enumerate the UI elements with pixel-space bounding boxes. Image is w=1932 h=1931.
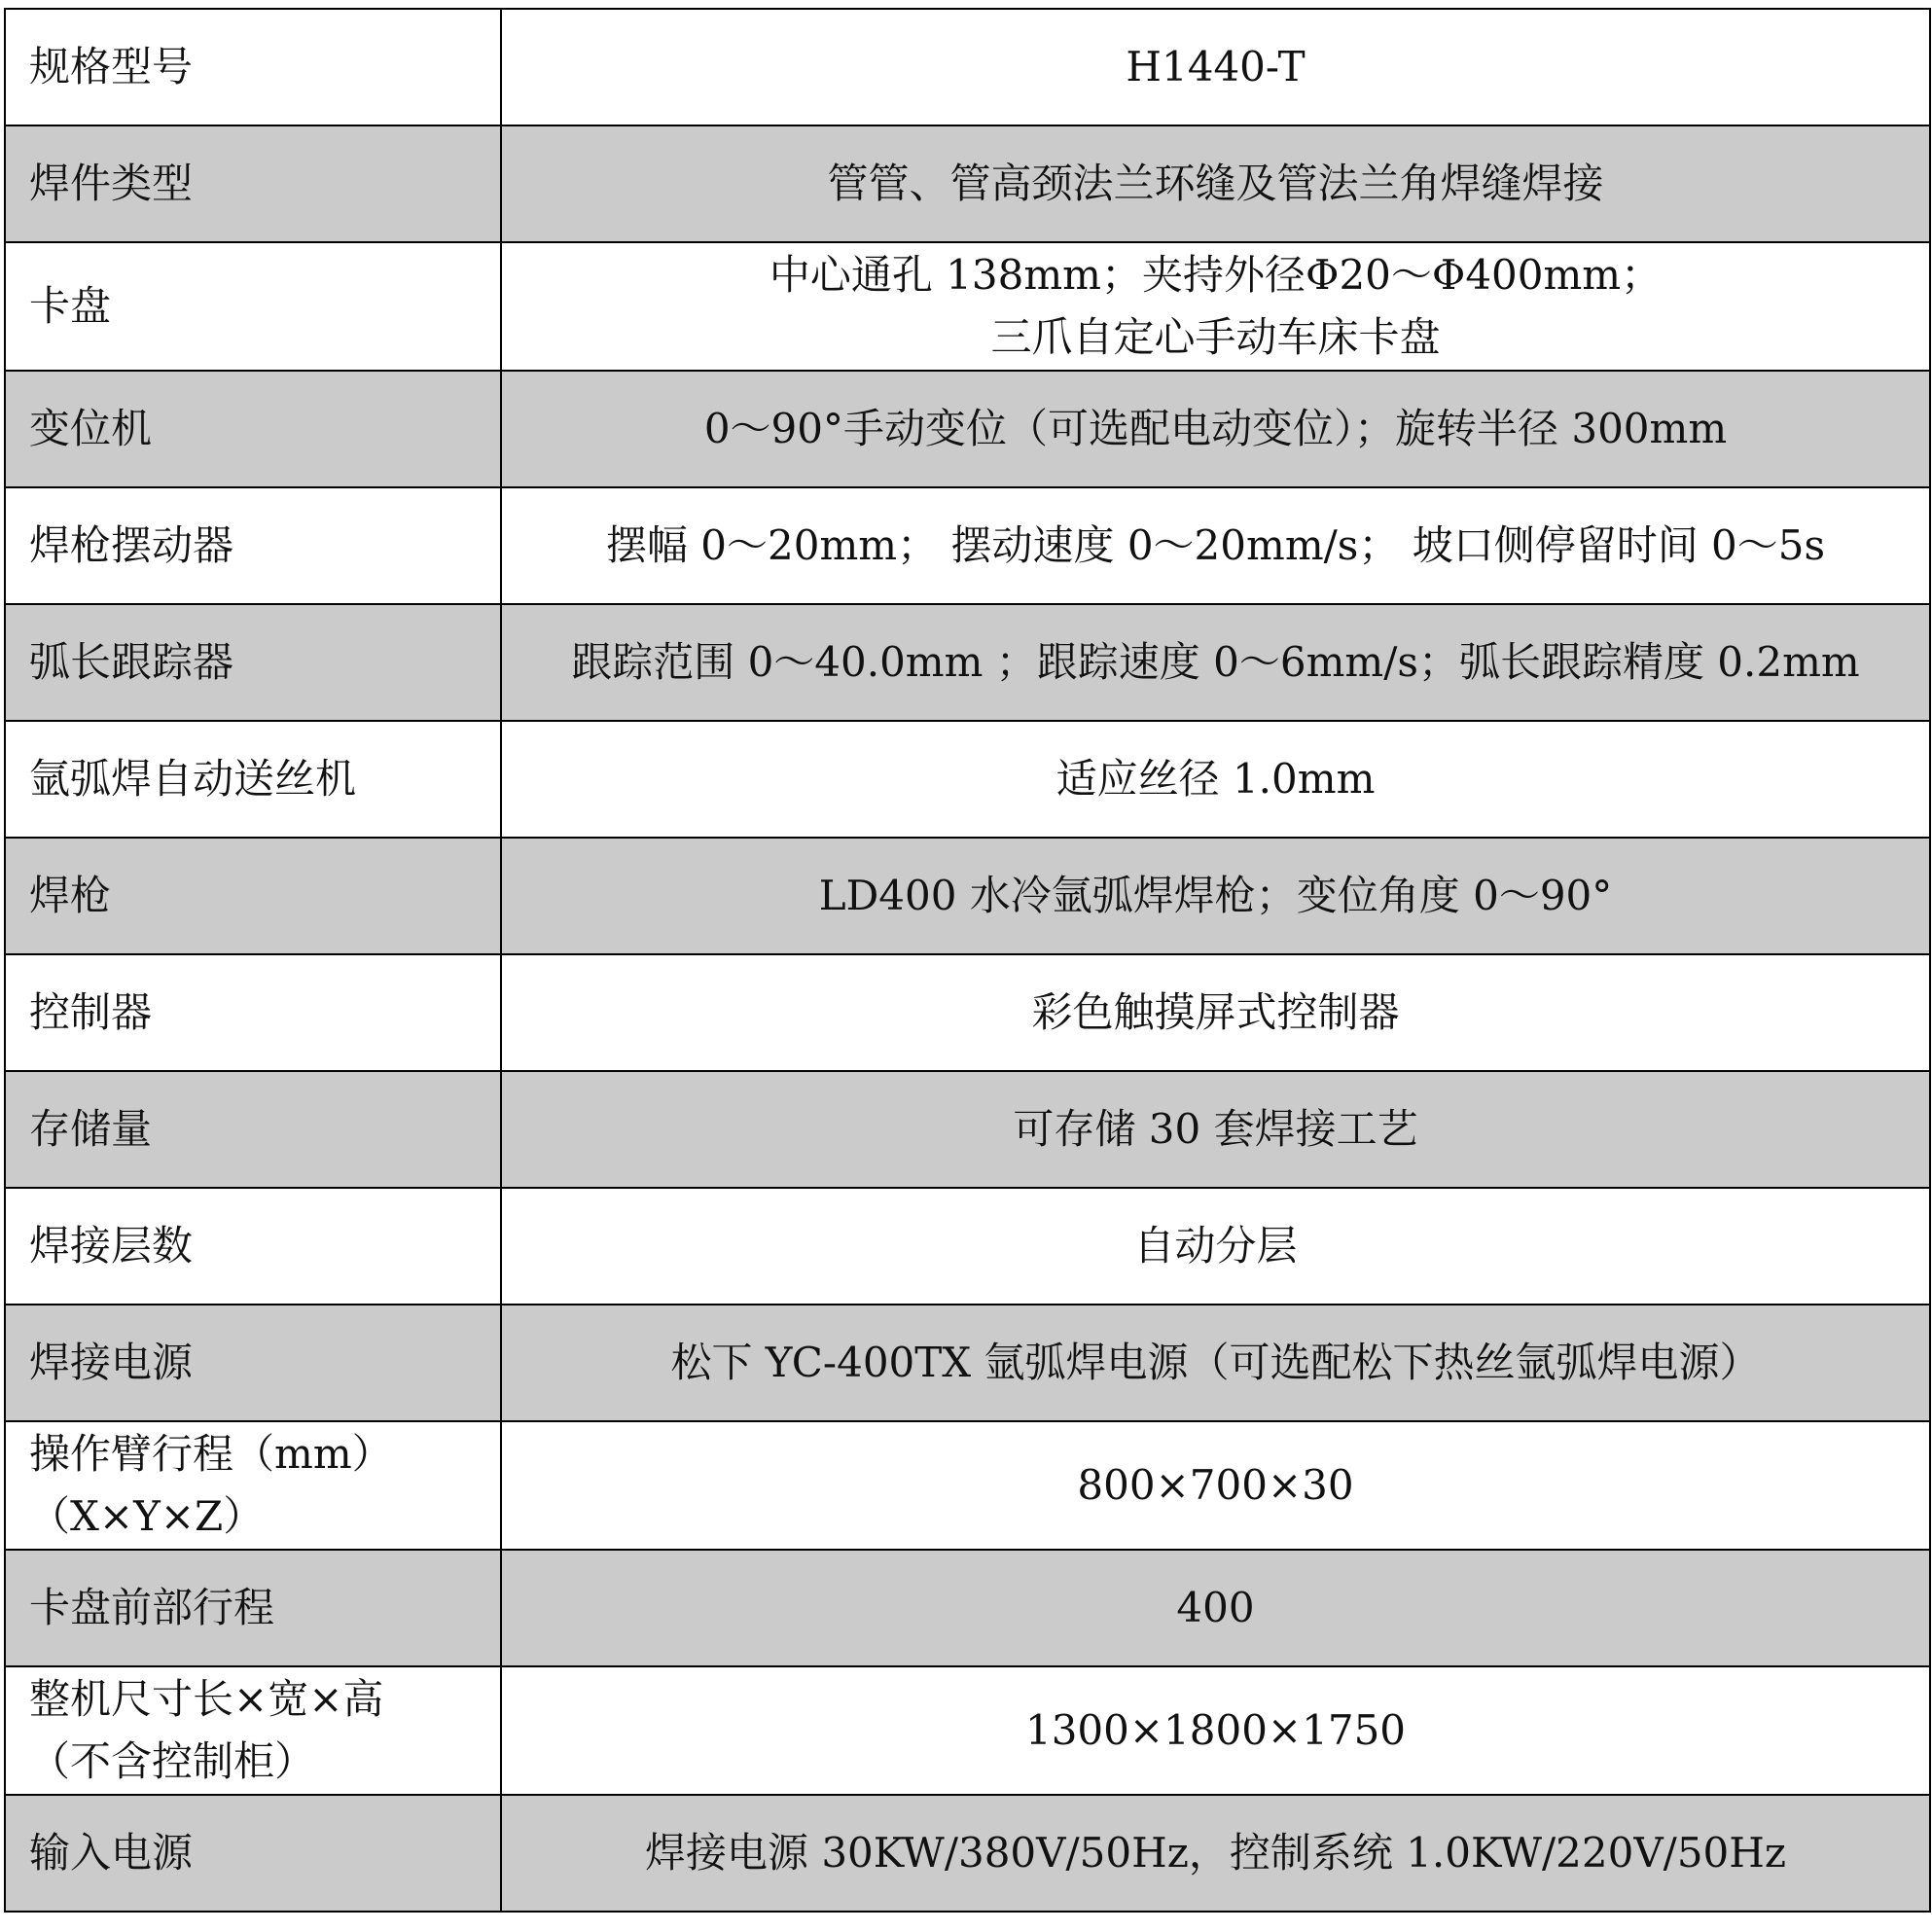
- spec-value-cell: [501, 721, 1930, 838]
- spec-label-text: 焊接层数: [29, 1222, 194, 1269]
- spec-value-text: 适应丝径 1.0mm: [1055, 755, 1376, 803]
- spec-table: [4, 8, 1931, 1913]
- spec-value-text: 彩色触摸屏式控制器: [1031, 988, 1400, 1036]
- spec-label-cell: [5, 1188, 501, 1305]
- spec-value-cell: [501, 1305, 1930, 1421]
- spec-label-text: 焊枪: [29, 872, 112, 919]
- spec-value-cell: [501, 1550, 1930, 1666]
- table-row: [5, 721, 1930, 838]
- spec-label-text: 操作臂行程（mm）: [29, 1430, 393, 1478]
- spec-table-body: [5, 9, 1930, 1912]
- spec-label-text: 卡盘: [29, 282, 112, 330]
- spec-label-cell: [5, 604, 501, 721]
- spec-label-cell: [5, 1550, 501, 1666]
- spec-label-text: 焊件类型: [29, 160, 194, 207]
- spec-label-text: 整机尺寸长×宽×高: [29, 1675, 384, 1723]
- spec-value-text: 摆幅 0～20mm； 摆动速度 0～20mm/s； 坡口侧停留时间 0～5s: [605, 521, 1826, 569]
- spec-label-text: 输入电源: [29, 1829, 194, 1877]
- spec-value-cell: [501, 371, 1930, 487]
- table-row: [5, 1305, 1930, 1421]
- table-row: [5, 1550, 1930, 1666]
- spec-label-cell: [5, 1421, 501, 1550]
- table-row: [5, 371, 1930, 487]
- spec-value-cell: [501, 954, 1930, 1071]
- spec-value-text: 800×700×30: [1077, 1461, 1354, 1509]
- spec-value-text: 三爪自定心手动车床卡盘: [990, 313, 1441, 361]
- spec-label-cell: [5, 1666, 501, 1795]
- spec-value-cell: [501, 9, 1930, 125]
- spec-label-cell: [5, 371, 501, 487]
- spec-label-text: 弧长跟踪器: [29, 638, 234, 686]
- spec-value-text: 自动分层: [1133, 1222, 1298, 1269]
- spec-value-cell: [501, 1071, 1930, 1188]
- spec-label-text: 变位机: [29, 405, 153, 452]
- spec-value-cell: [501, 1795, 1930, 1912]
- table-row: [5, 954, 1930, 1071]
- spec-label-cell: [5, 1071, 501, 1188]
- spec-value-cell: [501, 242, 1930, 371]
- spec-value-cell: [501, 604, 1930, 721]
- spec-label-text: 卡盘前部行程: [29, 1584, 275, 1631]
- spec-label-cell: [5, 954, 501, 1071]
- spec-label-cell: [5, 1795, 501, 1912]
- spec-label-cell: [5, 487, 501, 604]
- table-row: [5, 1071, 1930, 1188]
- table-row: [5, 604, 1930, 721]
- spec-value-cell: [501, 125, 1930, 242]
- spec-value-text: 400: [1176, 1584, 1255, 1631]
- spec-value-text: LD400 水冷氩弧焊焊枪；变位角度 0～90°: [818, 872, 1613, 919]
- spec-value-cell: [501, 1666, 1930, 1795]
- spec-value-text: 松下 YC-400TX 氩弧焊电源（可选配松下热丝氩弧焊电源）: [670, 1339, 1761, 1386]
- spec-value-text: 可存储 30 套焊接工艺: [1013, 1105, 1418, 1153]
- spec-label-cell: [5, 838, 501, 954]
- spec-label-text: 规格型号: [29, 43, 194, 90]
- spec-value-text: 焊接电源 30KW/380V/50Hz，控制系统 1.0KW/220V/50Hz: [644, 1829, 1787, 1877]
- spec-value-text: 0～90°手动变位（可选配电动变位）；旋转半径 300mm: [703, 405, 1728, 452]
- spec-label-text: 焊接电源: [29, 1339, 194, 1386]
- spec-value-cell: [501, 1421, 1930, 1550]
- spec-label-text: （不含控制柜）: [29, 1737, 316, 1785]
- spec-value-cell: [501, 1188, 1930, 1305]
- spec-label-text: 存储量: [29, 1105, 153, 1153]
- spec-value-text: 中心通孔 138mm；夹持外径Φ20～Φ400mm；: [769, 251, 1663, 299]
- spec-value-text: 跟踪范围 0～40.0mm ；跟踪速度 0～6mm/s；弧长跟踪精度 0.2mm: [571, 638, 1860, 686]
- table-row: [5, 125, 1930, 242]
- table-row: [5, 838, 1930, 954]
- spec-value-cell: [501, 838, 1930, 954]
- spec-label-text: 氩弧焊自动送丝机: [29, 755, 357, 803]
- table-row: [5, 242, 1930, 371]
- spec-label-text: 焊枪摆动器: [29, 521, 234, 569]
- spec-label-text: （X×Y×Z）: [29, 1492, 265, 1540]
- spec-value-text: H1440-T: [1126, 43, 1306, 90]
- table-row: [5, 1421, 1930, 1550]
- spec-label-cell: [5, 242, 501, 371]
- spec-label-cell: [5, 9, 501, 125]
- spec-value-text: 1300×1800×1750: [1024, 1706, 1407, 1754]
- spec-label-cell: [5, 1305, 501, 1421]
- spec-label-cell: [5, 721, 501, 838]
- spec-label-text: 控制器: [29, 988, 153, 1036]
- table-row: [5, 9, 1930, 125]
- table-row: [5, 487, 1930, 604]
- table-row: [5, 1795, 1930, 1912]
- spec-label-cell: [5, 125, 501, 242]
- table-row: [5, 1188, 1930, 1305]
- spec-value-text: 管管、管高颈法兰环缝及管法兰角焊缝焊接: [827, 160, 1604, 207]
- spec-value-cell: [501, 487, 1930, 604]
- table-row: [5, 1666, 1930, 1795]
